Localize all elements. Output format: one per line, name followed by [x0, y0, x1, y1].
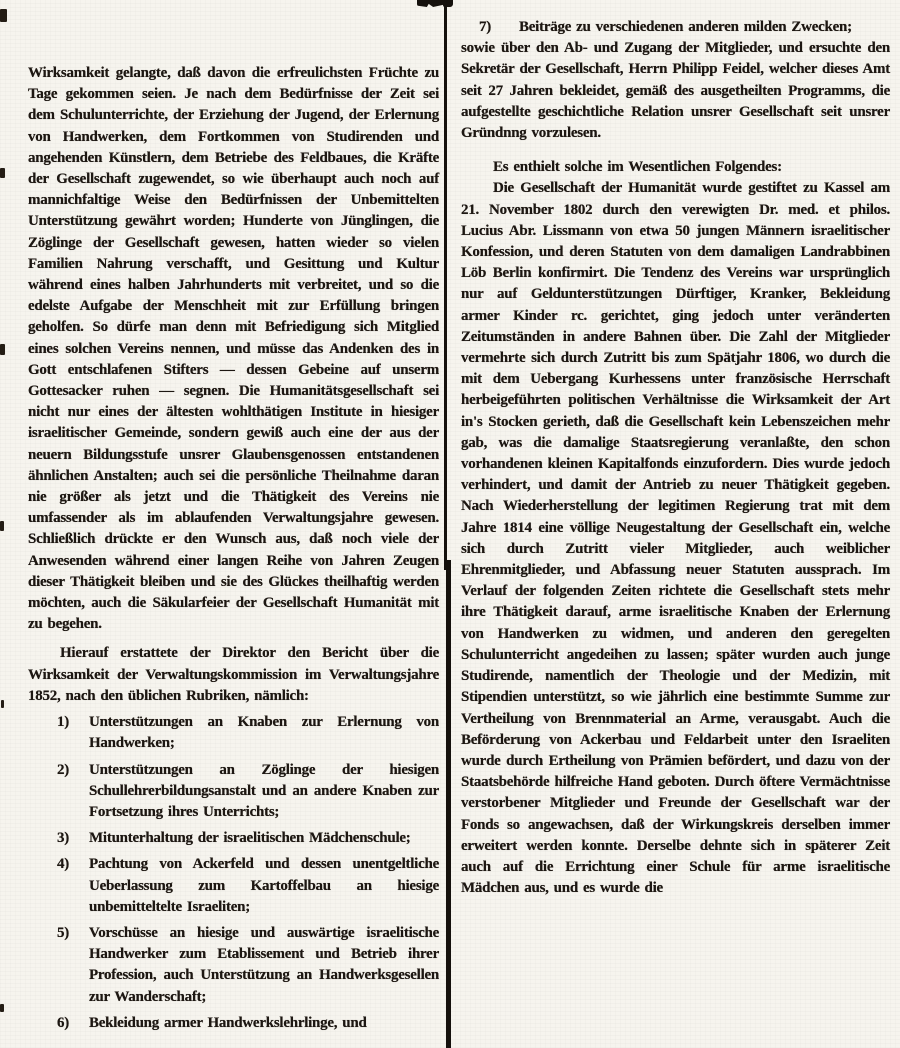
left-column — [28, 63, 439, 1034]
list-item-text: Beiträge zu verschiedenen anderen milden Zwecken; — [519, 19, 852, 35]
list-item-text: Bekleidung armer Handwerkslehrlinge, und — [89, 1014, 367, 1031]
list-item-3 — [28, 828, 439, 849]
list-item-7 — [461, 17, 890, 38]
list-item-number: 7) — [479, 19, 491, 35]
list-item-number: 6) — [57, 1014, 69, 1031]
list-item-5 — [28, 923, 439, 1008]
paragraph-continuation: Wirksamkeit gelangte, daß davon die erfreulichsten Früchte zu Tage gekommen seien. Je nach dem Bedürfnisse der Zeit sei dem Schulunterrichte, der Erziehung der Jugend, der Erlernung von Handwerken, dem Fortkommen von Studirenden und angehenden Künstlern, dem Betriebe des Feldbaues, die Kräfte der Gesellschaft zugewendet, so wie überhaupt auch noch auf mannichfaltige Weise den Bedürfnissen der Unbemittelten Unterstützung gewährt worden; Hunderte von Jünglingen, die Zöglinge der Gesellschaft gewesen, hatten wieder so vielen Familien Nahrung verschafft, und Gesittung und Kultur während eines halben Jahrhunderts mit verbreitet, und so die edelste Aufgabe der Menschheit mit zur Erfüllung bringen geholfen. So dürfe man denn mit Befriedigung sich Mitglied eines solchen Vereins nennen, und müsse das Andenken des in Gott entschlafenen Stifters — dessen Gebeine auf unserm Gottesacker ruhen — segnen. Die Humanitätsgesellschaft sei nicht nur eines der ältesten wohlthätigen Institute in hiesiger israelitischer Gemeinde, sondern gewiß auch eine der aus der neuern Bildungsstufe unsrer Glaubensgenossen entstandenen ähnlichen Anstalten; auch sei die persönliche Theilnahme daran nie größer als jetzt und die Thätigkeit des Vereins nie umfassender als im ablaufenden Verwaltungsjahre gewesen. Schließlich drückte er den Wunsch aus, daß noch viele der Anwesenden während einer langen Reihe von Jahren Zeugen dieser Thätigkeit bleiben und sie des Glückes theilhaftig werden möchten, auch die Säkularfeier der Gesellschaft Humanität mit zu begehen. — [28, 65, 439, 633]
list-item-number: 4) — [57, 856, 69, 873]
list-item-number: 3) — [57, 830, 69, 847]
scan-artifact — [443, 0, 453, 7]
scan-artifact — [0, 521, 4, 531]
list-item-text: Mitunterhaltung der israelitischen Mädchenschule; — [89, 830, 411, 847]
paragraph-history: Die Gesellschaft der Humanität wurde gestiftet zu Kassel am 21. November 1802 durch den verewigten Dr. med. et philos. Lucius Abr. Lissmann von etwa 50 jungen Männern israelitischer Konfession, und deren Statuten von dem damaligen Landrabbinen Löb Berlin konfirmirt. Die Tendenz des Vereins war ursprünglich nur auf Geldunterstützungen Dürftiger, Kranker, Bekleidung armer Kinder rc. gerichtet, ging jedoch unter veränderten Zeitumständen in andere Bahnen über. Die Zahl der Mitglieder vermehrte sich durch Zutritt bis zum Spätjahr 1806, wo durch die mit dem Uebergang Kurhessens unter französische Herrschaft herbeigeführten politischen Verhältnisse die Wirksamkeit der Art in's Stocken gerieth, daß die Gesellschaft kein Lebenszeichen mehr gab, was die damalige Staatsregierung veranlaßte, den schon vorhandenen kleinen Kapitalfonds einzufordern. Dies wurde jedoch verhindert, und damit der Antrieb zu neuer Thätigkeit gegeben. Nach Wiederherstellung der legitimen Regierung trat mit dem Jahre 1814 eine völlige Neugestaltung der Gesellschaft ein, welche sich durch Zutritt vieler Mitglieder, auch weiblicher Ehrenmitglieder, und Abfassung neuer Statuten aussprach. Im Verlauf der folgenden Zeiten richtete die Gesellschaft stets mehr ihre Thätigkeit darauf, arme israelitische Knaben der Erlernung von Handwerken zu widmen, und anderen den geregelten Schulunterricht angedeihen zu lassen; später wurden auch junge Studirende, namentlich der Theologie und der Medizin, mit Stipendien unterstützt, so wie jährlich eine bestimmte Summe zur Vertheilung von Brennmaterial an Arme, verausgabt. Auch die Beförderung von Ackerbau und Feldarbeit unter den Israeliten wurde durch Ertheilung von Prämien befördert, und dazu von der Staatsbehörde hilfreiche Hand geboten. Durch öftere Vermächtnisse verstorbener Mitglieder und Freunde der Gesellschaft war der Fonds so angewachsen, daß der Wirkungskreis derselben immer erweitert werden konnte. Derselbe dehnte sich in späterer Zeit auch auf die Errichtung einer Schule für arme israelitische Mädchen aus, und es wurde die — [461, 180, 890, 897]
scan-artifact — [1, 700, 4, 708]
right-column — [461, 17, 890, 899]
column-divider-rule — [444, 0, 447, 570]
scan-artifact — [0, 344, 5, 355]
list-item-2 — [28, 760, 439, 824]
list-item-text: Unterstützungen an Zöglinge der hiesigen Schullehrerbildungsanstalt und an andere Knaben zur Fortsetzung ihres Unterrichts; — [89, 761, 439, 820]
scan-artifact — [0, 168, 5, 178]
scan-artifact — [0, 1004, 4, 1012]
list-item-number: 2) — [57, 761, 69, 778]
list-item-text: Vorschüsse an hiesige und auswärtige israelitische Handwerker zum Etablissement und Betrieb ihrer Profession, auch Unterstützung an Handwerksgesellen zur Wanderschaft; — [89, 924, 439, 1005]
paragraph-hierauf: Hierauf erstattete der Direktor den Bericht über die Wirksamkeit der Verwaltungskommission im Verwaltungsjahre 1852, nach den üblichen Rubriken, nämlich: — [28, 645, 439, 704]
list-item-text: Pachtung von Ackerfeld und dessen unentgeltliche Ueberlassung zum Kartoffelbau an hiesige unbemitteltelte Israeliten; — [89, 856, 439, 915]
list-item-text: Unterstützungen an Knaben zur Erlernung von Handwerken; — [89, 714, 439, 752]
page-number-cropped — [417, 0, 443, 7]
scan-artifact — [0, 9, 7, 22]
numbered-list — [28, 712, 439, 1034]
paragraph-sowie: sowie über den Ab- und Zugang der Mitglieder, und ersuchte den Sekretär der Gesellschaft, Herrn Philipp Feidel, welcher dieses Amt seit 27 Jahren bekleidet, gemäß des ausgetheilten Programms, die aufgestellte geschichtliche Relation unsrer Gesellschaft seit unsrer Gründnng vorzulesen. — [461, 40, 890, 142]
list-item-1 — [28, 712, 439, 754]
paragraph-es-enthielt: Es enthielt solche im Wesentlichen Folgendes: — [493, 159, 782, 176]
list-item-number: 5) — [57, 924, 69, 941]
list-item-number: 1) — [57, 714, 69, 731]
column-divider-rule — [446, 560, 451, 1048]
list-item-4 — [28, 854, 439, 918]
list-item-6 — [28, 1013, 439, 1034]
